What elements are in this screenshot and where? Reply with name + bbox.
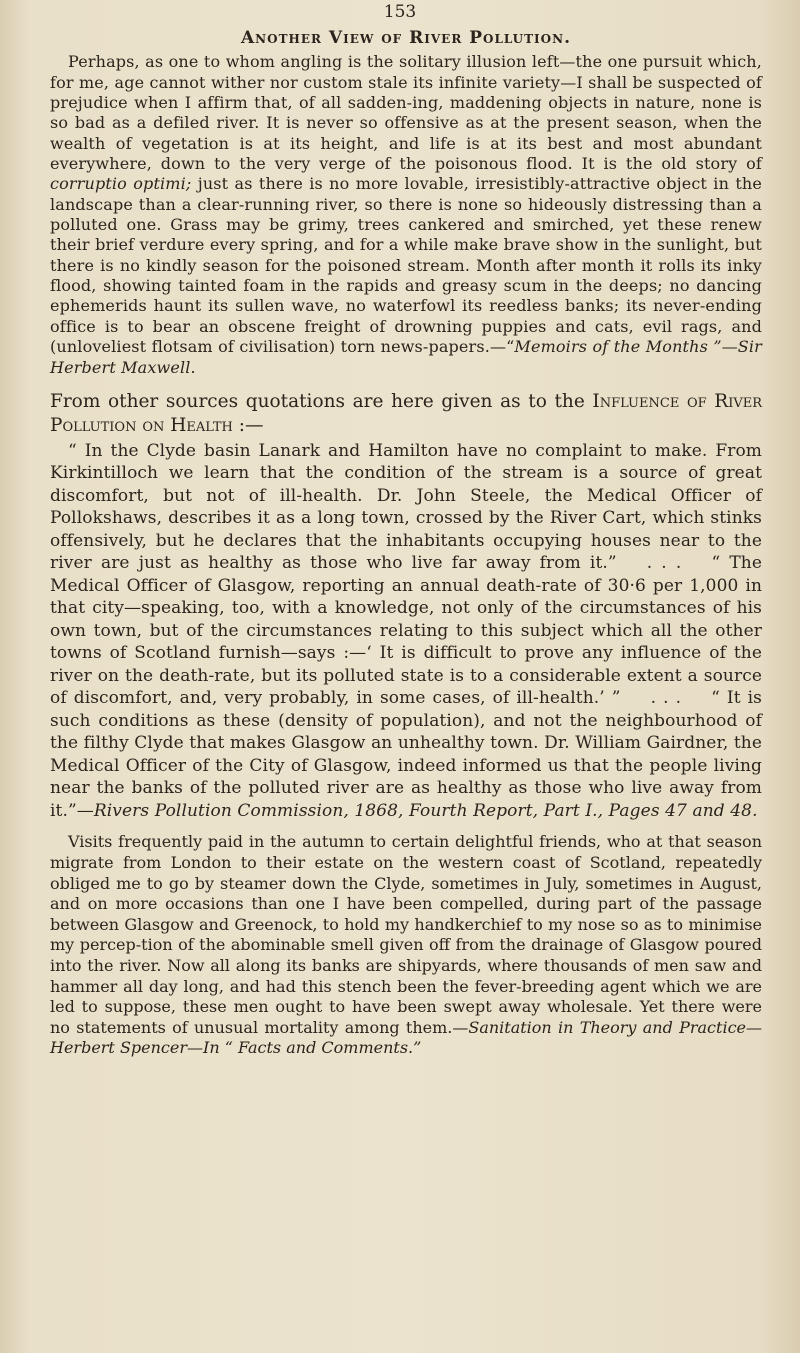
para1-latin-phrase: corruptio optimi; bbox=[50, 174, 192, 194]
intro-tail: :— bbox=[232, 414, 264, 436]
page-content bbox=[50, 28, 762, 1059]
paragraph-spencer-quote bbox=[50, 832, 762, 1059]
section-title: Another View of River Pollution. bbox=[240, 28, 572, 48]
paragraph-intro bbox=[50, 390, 762, 438]
quote-separator-2: . . . bbox=[650, 688, 682, 709]
para3-citation: Sanitation in Theory and Practice—Herbert Spencer—In “ Facts and Comments.” bbox=[50, 1017, 762, 1058]
quote-glasgow-officer: “ The Medical Officer of Glasgow, reporting an annual death-rate of 30·6 per 1,000 in that city—speaking, too, with a knowledge, not only of the circumstances of his own town, but of the circumstances relating to this subject which all the other towns of Scotland furnish—says :—‘ It is difficult to prove any influence of the river on the death-rate, but its polluted state is to a considerable extent a source of discomfort, and, very probably, in some cases, of ill-health.’ ” bbox=[50, 553, 762, 709]
para1-text-a: Perhaps, as one to whom angling is the solitary illusion left—the one pursuit which, for me, age cannot wither nor custom stale its infinite variety—I shall be suspected of prejudice when I affirm that, of all sadden-ing, maddening objects in nature, none is so bad as a defiled river. It is never so offensive as at the present season, when the wealth of vegetation is at its height, and life is at its best and most abundant everywhere, down to the very verge of the poisonous flood. It is the old story of bbox=[50, 52, 762, 174]
intro-text: From other sources quotations are here given as to the bbox=[50, 390, 593, 412]
quote-clyde-basin: “ In the Clyde basin Lanark and Hamilton have no complaint to make. From Kirkintilloch we learn that the condition of the stream is a source of great discomfort, but not of ill-health. Dr. John Steele, the Medical Officer of Pollokshaws, describes it as a long town, crossed by the River Cart, which stinks offensively, but he declares that the inhabitants occupying houses near to the river are just as healthy as those who live far away from it.” bbox=[50, 440, 762, 574]
para3-text: Visits frequently paid in the autumn to certain delightful friends, who at that season migrate from London to their estate on the western coast of Scotland, repeatedly obliged me to go by steamer down the Clyde, sometimes in July, sometimes in August, and on more occasions than one I have been compelled, during part of the passage between Glasgow and Greenock, to hold my handkerchief to my nose so as to minimise my percep-tion of the abominable smell given off from the drainage of Glasgow poured into the river. Now all along its banks are shipyards, where thousands of men saw and hammer all day long, and had this stench been the fever-breeding agent which we are led to suppose, these men ought to have been swept away wholesale. Yet there were no statements of unusual mortality among them.— bbox=[50, 832, 762, 1037]
page-number: 153 bbox=[383, 2, 417, 22]
paragraph-commission-quotes bbox=[50, 440, 762, 823]
paragraph-maxwell-quote bbox=[50, 52, 762, 378]
quote-density: “ It is such conditions as these (density of population), and not the neighbourhood of the filthy Clyde that makes Glasgow an unhealthy town. Dr. William Gairdner, the Medical Officer of the City of Glasgow, indeed informed us that the people living near the banks of the polluted river are as healthy as those who live away from it.”— bbox=[50, 688, 762, 821]
quotes-citation: Rivers Pollution Commission, 1868, Fourth Report, Part I., Pages 47 and 48. bbox=[93, 800, 758, 821]
quote-separator-1: . . . bbox=[646, 553, 682, 574]
intro-heading: Influence of River Pollution on Health bbox=[50, 390, 762, 436]
para1-text-b: just as there is no more lovable, irresistibly-attractive object in the landscape than a clear-running river, so there is none so hideously distressing than a polluted one. Grass may be grimy, trees cankered and smirched, yet these renew their brief verdure every spring, and for a while make brave show in the sunlight, but there is no kindly season for the poisoned stream. Month after month it rolls its inky flood, showing tainted foam in the rapids and greasy scum in the deeps; no dancing ephemerids haunt its sullen wave, no waterfowl its reedless banks; its never-ending office is to bear an obscene freight of drowning puppies and cats, evil rags, and (unloveliest flotsam of civilisation) torn news-papers.—“ bbox=[50, 174, 762, 357]
para1-citation: Memoirs of the Months ”—Sir Herbert Maxwell. bbox=[50, 337, 762, 377]
